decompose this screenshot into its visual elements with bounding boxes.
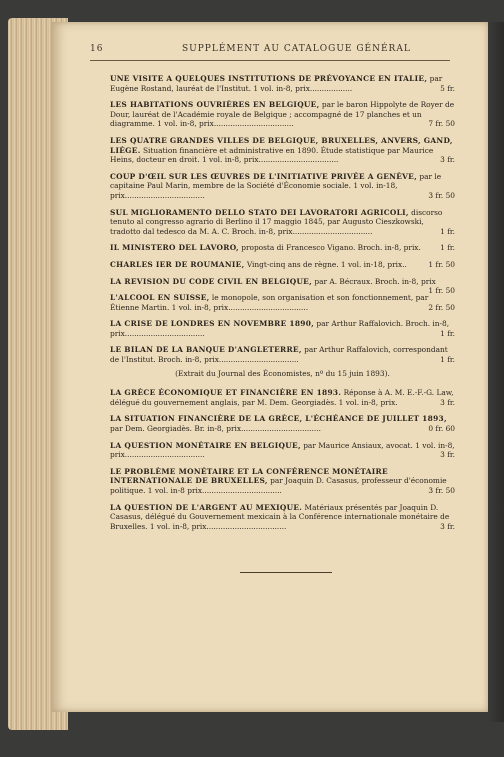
entry-body: par Maurice Ansiaux, avocat. 1 vol. in-8, prix.................................. [110, 440, 455, 460]
entry-body: par Arthur Raffalovich, correspondant de l'Institut. Broch. in-8, prix.................................. [110, 345, 448, 365]
entry-price: 3 fr. [440, 521, 455, 531]
entry-body: par Arthur Raffalovich. Broch. in-8, prix.................................. [110, 319, 450, 338]
catalogue-entry [110, 388, 455, 407]
entry-title: UNE VISITE A QUELQUES INSTITUTIONS DE PRÉVOYANCE EN ITALIE, [110, 74, 428, 83]
entry-title: LES QUATRE GRANDES VILLES DE BELGIQUE, BRUXELLES, ANVERS, GAND, LIÉGE. [110, 135, 453, 155]
catalogue-entry [110, 260, 455, 270]
entry-title: CHARLES IER DE ROUMANIE, [110, 259, 245, 269]
catalogue-entry [110, 136, 455, 165]
entry-body: le monopole, son organisation et son fonctionnement, par Étienne Martin. 1 vol. in-8, prix.................................. [110, 293, 429, 312]
catalogue-entry [110, 276, 455, 296]
entry-body: par Joaquin D. Casasus, professeur d'économie politique. 1 vol. in-8 prix.................................. [110, 476, 447, 495]
catalogue-entry [110, 503, 455, 532]
entry-title: LE PROBLÈME MONÉTAIRE ET LA CONFÉRENCE MONÉTAIRE INTERNATIONALE DE BRUXELLES, [110, 466, 388, 486]
entry-price: 1 fr. [440, 355, 455, 365]
running-header [90, 44, 450, 58]
entry-price: 3 fr. 50 [428, 486, 455, 495]
catalogue-entry [110, 100, 455, 129]
entry-body: Matériaux présentés par Joaquin D. Casasus, délégué du Gouvernement mexicain à la Conférence internationale monétaire de Bruxelles. 1 vol. in-8, prix.................................. [110, 502, 450, 531]
entry-price: 7 fr. 50 [428, 119, 455, 129]
entry-title: LA REVISION DU CODE CIVIL EN BELGIQUE, [110, 276, 312, 286]
entry-body: Situation financière et administrative en 1890. Étude statistique par Maurice Heins, docteur en droit. 1 vol. in-8, prix.................................. [110, 145, 434, 165]
entry-title: SUL MIGLIORAMENTO DELLO STATO DEI LAVORATORI AGRICOLI, [110, 207, 409, 217]
entry-body: par Eugène Rostand, lauréat de l'Institut. 1 vol. in-8, prix.................. [110, 74, 443, 93]
entry-body: Réponse à A. M. E.-F.-G. Law, délégué du gouvernement anglais, par M. Dem. Georgiadès. 1 vol. in-8, prix. [110, 388, 454, 407]
entry-body: par A. Bécraux. Broch. in-8, prix [314, 276, 436, 286]
catalogue-entry [110, 441, 455, 460]
catalogue-entry [110, 414, 455, 433]
entry-price: 1 fr. [440, 243, 455, 253]
entry-title: LA QUESTION DE L'ARGENT AU MEXIQUE. [110, 502, 303, 512]
entry-price: 1 fr. 50 [428, 259, 455, 269]
page-title: SUPPLÉMENT AU CATALOGUE GÉNÉRAL [182, 44, 411, 54]
catalogue-entry [110, 467, 455, 496]
entry-body: par le capitaine Paul Marin, membre de la Société d'Économie sociale. 1 vol. in-18, prix.................................. [110, 171, 442, 200]
entry-title: LA QUESTION MONÉTAIRE EN BELGIQUE, [110, 440, 301, 450]
page-number: 16 [90, 44, 104, 54]
entry-price: 1 fr. [440, 226, 455, 236]
entry-price: 3 fr. [440, 155, 455, 165]
entry-price: 3 fr. [440, 450, 455, 460]
entry-title: LE BILAN DE LA BANQUE D'ANGLETERRE, [110, 345, 302, 355]
header-divider [90, 60, 450, 61]
entry-price: 3 fr. [440, 397, 455, 407]
facing-page-edge [488, 22, 504, 722]
catalogue-entry [110, 345, 455, 364]
catalogue-entry [110, 172, 455, 201]
entry-body: par Dem. Georgiadès. Br. in-8, prix.................................. [110, 424, 321, 434]
catalogue-entry [110, 243, 455, 253]
entry-title: L'ALCOOL EN SUISSE, [110, 293, 210, 303]
entry-title: IL MINISTERO DEL LAVORO, [110, 243, 239, 253]
entry-title: LA GRÈCE ÉCONOMIQUE ET FINANCIÈRE EN 1893. [110, 388, 342, 398]
end-rule [240, 572, 332, 573]
catalogue-entry [110, 319, 455, 338]
catalogue-entry [110, 293, 455, 312]
catalogue-entry [110, 74, 455, 93]
entry-body: par le baron Hippolyte de Royer de Dour, lauréat de l'Académie royale de Belgique ; accompagné de 17 planches et un diagramme. 1 vol. in-8, prix.................................. [110, 100, 455, 129]
entry-price: 1 fr. [440, 328, 455, 338]
entry-title: LA SITUATION FINANCIÈRE DE LA GRÈCE, L'ÉCHÉANCE DE JUILLET 1893, [110, 414, 447, 424]
entry-price: 0 fr. 60 [428, 424, 455, 434]
catalogue-entry [110, 208, 455, 237]
entry-price: 5 fr. [440, 83, 455, 93]
entry-body: discorso tenuto al congresso agrario di Berlino il 17 maggio 1845, par Augusto Cieszkowski, tradotto dal tedesco da M. A. C. Broch. in-8, prix.................................. [110, 207, 443, 236]
entry-title: LES HABITATIONS OUVRIÈRES EN BELGIQUE, [110, 100, 320, 110]
entry-price: 3 fr. 50 [428, 190, 455, 200]
entry-body: proposta di Francesco Vigano. Broch. in-8, prix. [241, 243, 421, 253]
entry-body: Vingt-cinq ans de règne. 1 vol. in-18, prix.. [246, 259, 407, 269]
entry-price: 2 fr. 50 [428, 302, 455, 312]
entry-title: LA CRISE DE LONDRES EN NOVEMBRE 1890, [110, 319, 315, 329]
extract-note: (Extrait du Journal des Économistes, nº du 15 juin 1893). [175, 368, 390, 378]
catalogue-entries [110, 74, 455, 538]
entry-price: 1 fr. 50 [428, 286, 455, 296]
entry-title: COUP D'ŒIL SUR LES ŒUVRES DE L'INITIATIVE PRIVÉE A GENÈVE, [110, 171, 417, 181]
